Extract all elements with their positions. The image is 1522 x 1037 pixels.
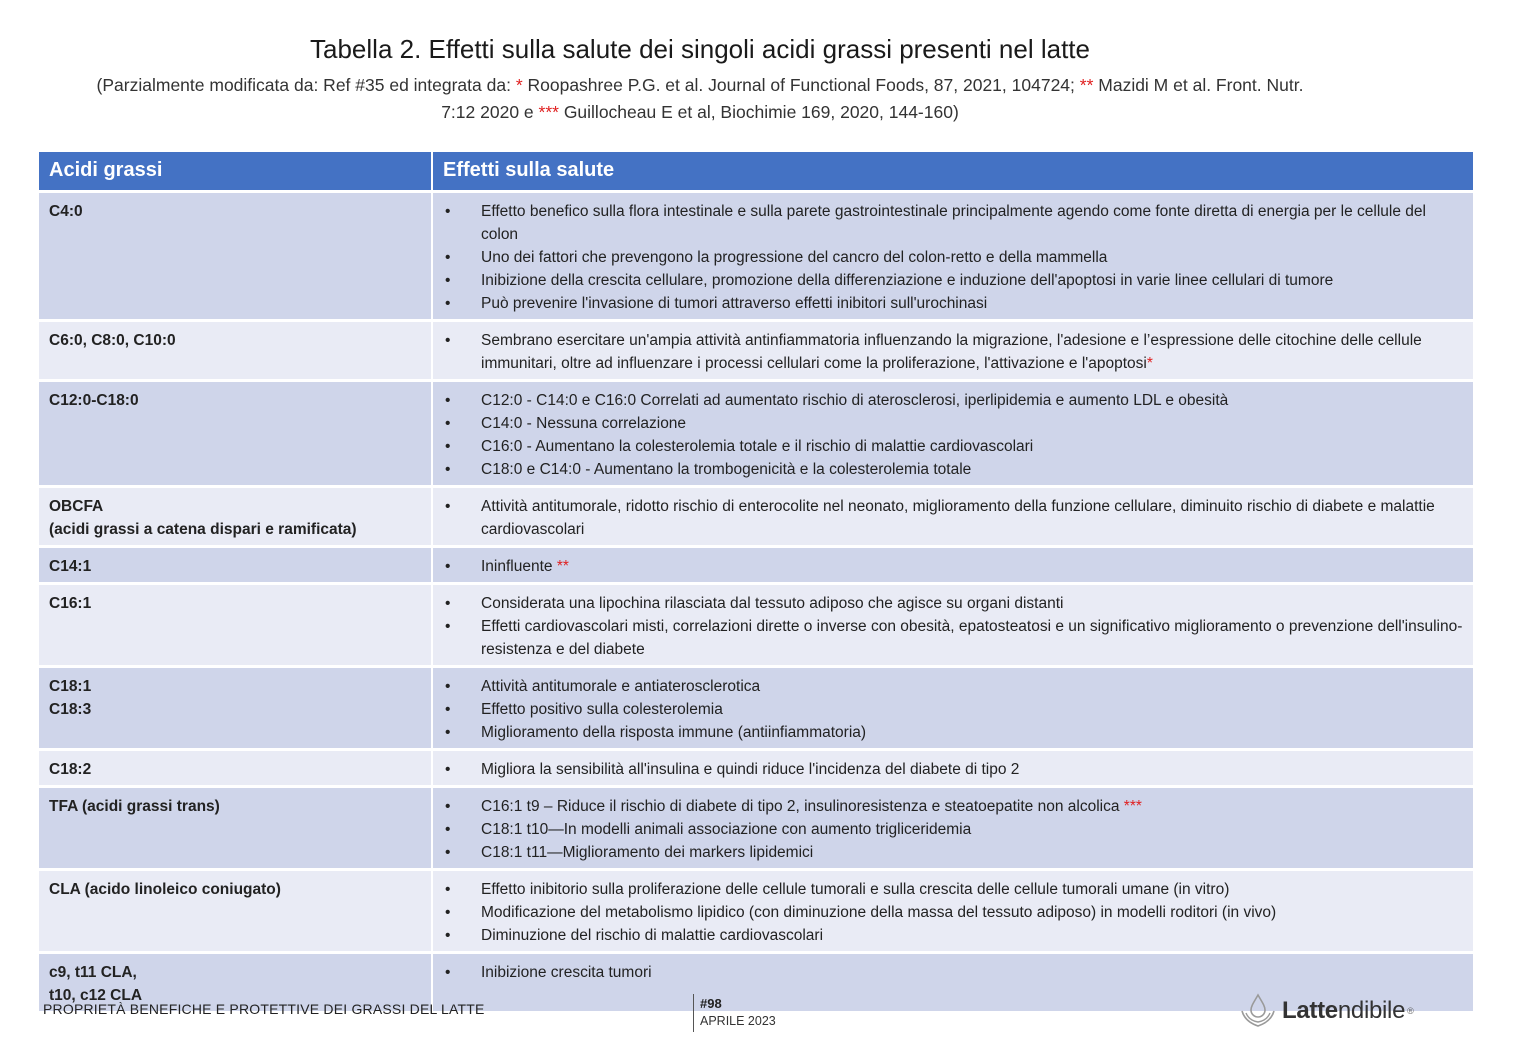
- effects-list: [443, 675, 1463, 744]
- effect-text: C18:0 e C14:0 - Aumentano la trombogenicità e la colesterolemia totale: [481, 460, 972, 478]
- fatty-acid-name: C14:1: [39, 546, 432, 583]
- table-row: [39, 320, 1473, 380]
- effect-item: [443, 200, 1463, 246]
- effects-list: [443, 878, 1463, 947]
- header-health-effects: Effetti sulla salute: [432, 152, 1473, 191]
- table-row: [39, 191, 1473, 320]
- health-effects-cell: [432, 749, 1473, 786]
- effect-item: [443, 878, 1463, 901]
- effect-text: C18:1 t10—In modelli animali associazione con aumento trigliceridemia: [481, 820, 972, 838]
- fatty-acid-name: C12:0-C18:0: [39, 380, 432, 486]
- health-effects-cell: [432, 546, 1473, 583]
- effect-text: Effetto inibitorio sulla proliferazione delle cellule tumorali e sulla crescita delle cellule tumorali umane (in vitro): [481, 880, 1230, 898]
- effect-item: [443, 435, 1463, 458]
- table-row: [39, 869, 1473, 952]
- effect-item: [443, 698, 1463, 721]
- effect-item: [443, 961, 1463, 984]
- table-row: [39, 546, 1473, 583]
- effect-item: [443, 721, 1463, 744]
- effect-item: [443, 615, 1463, 661]
- effect-text: Diminuzione del rischio di malattie cardiovascolari: [481, 926, 824, 944]
- health-effects-cell: [432, 666, 1473, 749]
- footer-divider: [693, 994, 694, 1032]
- fatty-acid-name: C18:2: [39, 749, 432, 786]
- effects-list: [443, 795, 1463, 864]
- effect-text: Attività antitumorale, ridotto rischio di enterocolite nel neonato, miglioramento della funzione cellulare, diminuito rischio di diabete e malattie cardiovascolari: [481, 497, 1435, 538]
- effects-list: [443, 555, 1463, 578]
- header-fatty-acids: Acidi grassi: [39, 152, 432, 191]
- effect-text: C18:1 t11—Miglioramento dei markers lipidemici: [481, 843, 814, 861]
- health-effects-cell: [432, 583, 1473, 666]
- health-effects-cell: [432, 486, 1473, 546]
- effect-text: C16:1 t9 – Riduce il rischio di diabete di tipo 2, insulinoresistenza e steatoepatite non alcolica: [481, 797, 1124, 815]
- effect-text: Inibizione crescita tumori: [481, 963, 652, 981]
- subtitle-text: Roopashree P.G. et al. Journal of Functional Foods, 87, 2021, 104724;: [522, 75, 1080, 95]
- table-header-row: [39, 152, 1473, 191]
- effect-item: [443, 841, 1463, 864]
- effect-text: Può prevenire l'invasione di tumori attraverso effetti inibitori sull'urochinasi: [481, 294, 988, 312]
- page-title: Tabella 2. Effetti sulla salute dei singoli acidi grassi presenti nel latte: [310, 34, 1090, 64]
- effect-item: [443, 795, 1463, 818]
- subtitle-marker: ***: [538, 102, 559, 122]
- fatty-acid-name: CLA (acido linoleico coniugato): [39, 869, 432, 952]
- effect-item: [443, 412, 1463, 435]
- fatty-acid-name: C18:1 C18:3: [39, 666, 432, 749]
- effect-text: Sembrano esercitare un'ampia attività antinfiammatoria influenzando la migrazione, l'adesione e l’espressione delle citochine delle cellule immunitari, oltre ad influenzare i processi cellulari come la proliferazione, l'attivazione e l'apoptosi: [481, 331, 1422, 372]
- effect-text: Inibizione della crescita cellulare, promozione della differenziazione e induzione dell'apoptosi in varie linee cellulari di tumore: [481, 271, 1334, 289]
- reference-marker: ***: [1123, 797, 1142, 815]
- effect-item: [443, 758, 1463, 781]
- table-row: [39, 666, 1473, 749]
- table-row: [39, 583, 1473, 666]
- effects-list: [443, 495, 1463, 541]
- table-row: [39, 786, 1473, 869]
- effect-item: [443, 246, 1463, 269]
- table-row: [39, 486, 1473, 546]
- health-effects-cell: [432, 191, 1473, 320]
- logo-wordmark: [1282, 997, 1405, 1025]
- table-row: [39, 380, 1473, 486]
- fatty-acid-name: TFA (acidi grassi trans): [39, 786, 432, 869]
- subtitle-text: Mazidi M et al. Front. Nutr. 7:12 2020 e: [441, 75, 1304, 122]
- effect-text: C14:0 - Nessuna correlazione: [481, 414, 687, 432]
- effect-item: [443, 675, 1463, 698]
- effect-text: Migliora la sensibilità all'insulina e quindi riduce l'incidenza del diabete di tipo 2: [481, 760, 1020, 778]
- effect-item: [443, 924, 1463, 947]
- issue-number: #98: [700, 996, 722, 1011]
- effect-text: C12:0 - C14:0 e C16:0 Correlati ad aumentato rischio di aterosclerosi, iperlipidemia e aumento LDL e obesità: [481, 391, 1229, 409]
- logo-text-bold: Latte: [1282, 997, 1338, 1024]
- effects-list: [443, 961, 1463, 984]
- fatty-acid-name: C6:0, C8:0, C10:0: [39, 320, 432, 380]
- milk-drop-hands-icon: [1238, 991, 1278, 1031]
- subtitle-marker: **: [1079, 75, 1094, 95]
- effect-text: Miglioramento della risposta immune (antiinfiammatoria): [481, 723, 867, 741]
- registered-mark: ®: [1407, 1006, 1414, 1016]
- health-effects-cell: [432, 869, 1473, 952]
- effect-text: C16:0 - Aumentano la colesterolemia totale e il rischio di malattie cardiovascolari: [481, 437, 1034, 455]
- effect-text: Attività antitumorale e antiaterosclerotica: [481, 677, 761, 695]
- fatty-acid-name: C4:0: [39, 191, 432, 320]
- fatty-acid-name: c9, t11 CLA, t10, c12 CLA: [39, 952, 432, 1011]
- effect-text: Modificazione del metabolismo lipidico (con diminuzione della massa del tessuto adiposo) in modelli roditori (in vivo): [481, 903, 1277, 921]
- effect-item: [443, 389, 1463, 412]
- effect-item: [443, 269, 1463, 292]
- effect-item: [443, 592, 1463, 615]
- reference-marker: *: [1146, 354, 1153, 372]
- effects-list: [443, 758, 1463, 781]
- health-effects-cell: [432, 320, 1473, 380]
- effects-list: [443, 592, 1463, 661]
- lattendibile-logo: [1238, 990, 1414, 1032]
- effects-list: [443, 389, 1463, 481]
- effect-text: Considerata una lipochina rilasciata dal tessuto adiposo che agisce su organi distanti: [481, 594, 1064, 612]
- subtitle-references: [80, 72, 1320, 126]
- fatty-acid-name: C16:1: [39, 583, 432, 666]
- effects-list: [443, 329, 1463, 375]
- effect-item: [443, 901, 1463, 924]
- subtitle-marker: *: [515, 75, 523, 95]
- health-effects-cell: [432, 786, 1473, 869]
- table-row: [39, 749, 1473, 786]
- effect-text: Effetto positivo sulla colesterolemia: [481, 700, 723, 718]
- effect-item: [443, 292, 1463, 315]
- fatty-acids-table: [39, 152, 1473, 1011]
- effect-item: [443, 555, 1463, 578]
- effect-text: Ininfluente: [481, 557, 557, 575]
- effects-list: [443, 200, 1463, 315]
- effect-text: Uno dei fattori che prevengono la progressione del cancro del colon-retto e della mammella: [481, 248, 1108, 266]
- effect-item: [443, 495, 1463, 541]
- footer-title: PROPRIETÀ BENEFICHE E PROTETTIVE DEI GRASSI DEL LATTE: [43, 1001, 485, 1017]
- issue-date: APRILE 2023: [700, 1014, 776, 1028]
- effect-item: [443, 818, 1463, 841]
- effect-item: [443, 458, 1463, 481]
- health-effects-cell: [432, 380, 1473, 486]
- logo-text-rest: ndibile: [1337, 997, 1406, 1024]
- table-body: [39, 191, 1473, 1011]
- reference-marker: **: [556, 557, 569, 575]
- fatty-acid-name: OBCFA (acidi grassi a catena dispari e ramificata): [39, 486, 432, 546]
- effect-item: [443, 329, 1463, 375]
- effect-text: Effetto benefico sulla flora intestinale e sulla parete gastrointestinale principalmente agendo come fonte diretta di energia per le cellule del colon: [481, 202, 1426, 243]
- effect-text: Effetti cardiovascolari misti, correlazioni dirette o inverse con obesità, epatosteatosi e un significativo miglioramento o prevenzione dell'insulino-resistenza e del diabete: [481, 617, 1463, 658]
- subtitle-text: (Parzialmente modificata da: Ref #35 ed integrata da:: [96, 75, 516, 95]
- subtitle-text: Guillocheau E et al, Biochimie 169, 2020, 144-160): [558, 102, 959, 122]
